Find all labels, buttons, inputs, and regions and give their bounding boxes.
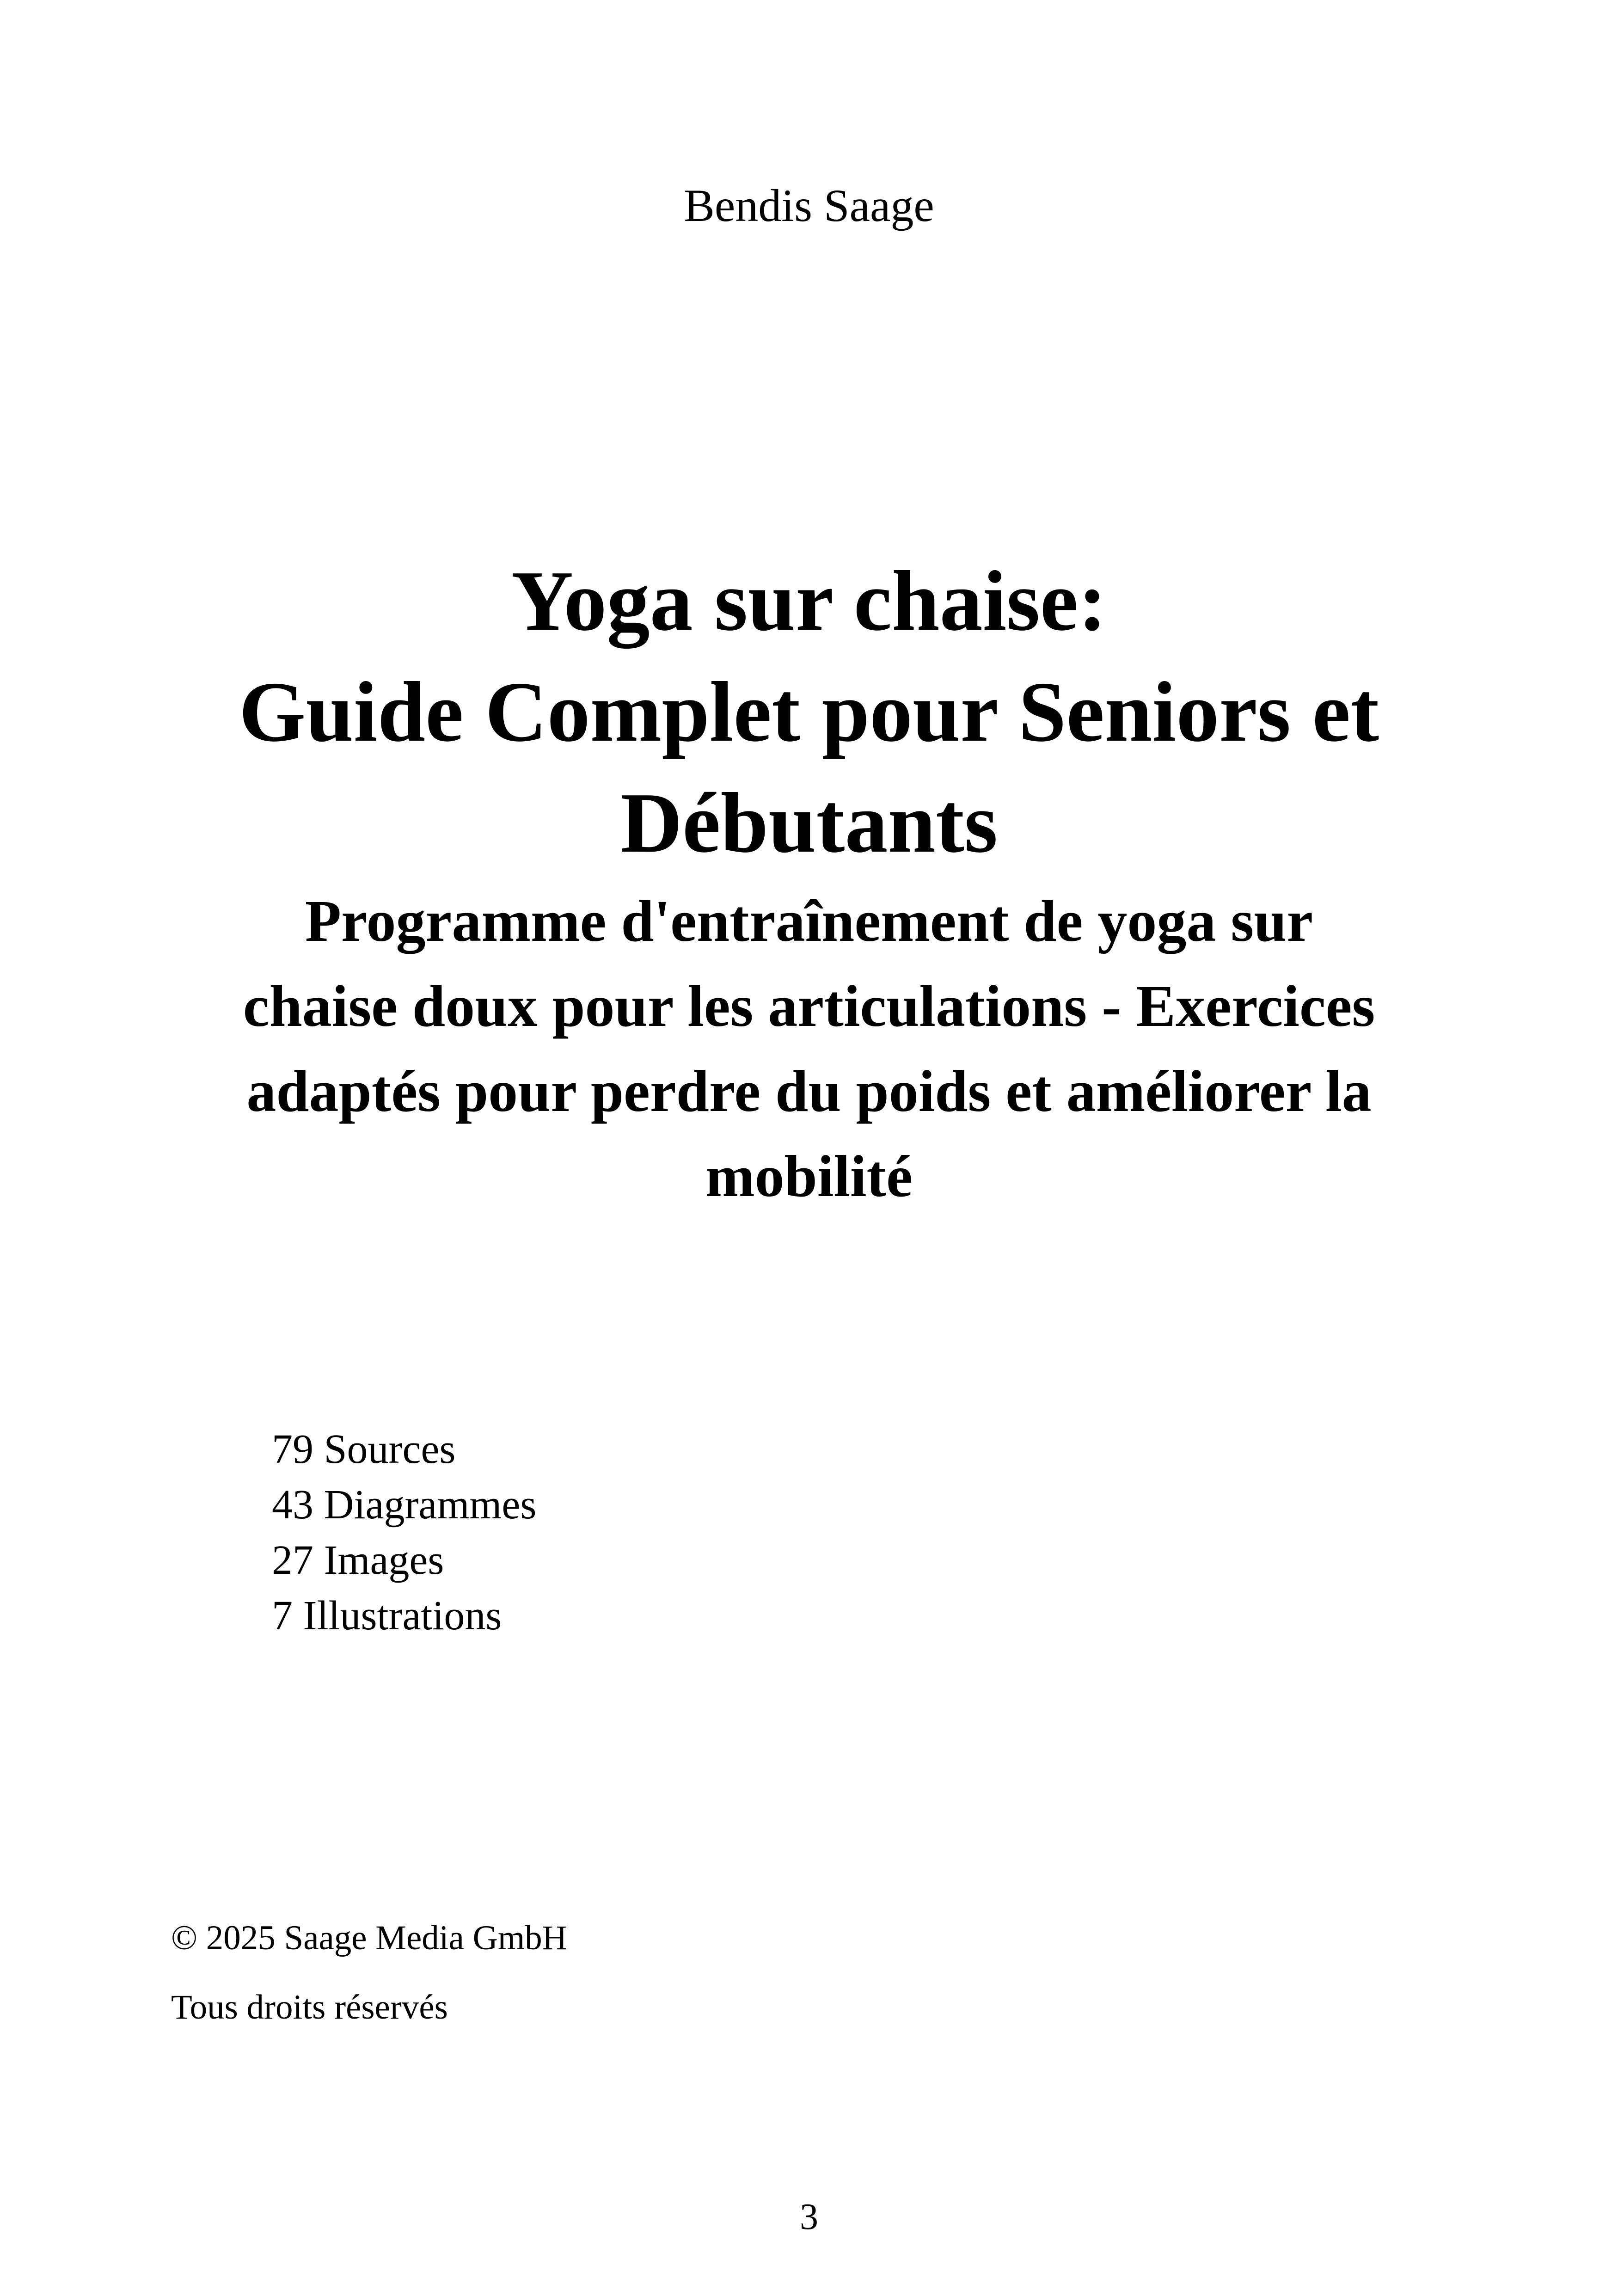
author-name: Bendis Saage (684, 180, 934, 231)
stat-sources: 79 Sources (272, 1426, 456, 1472)
content-stats-list (272, 1422, 536, 1644)
title-block (139, 546, 1479, 1219)
page-number: 3 (800, 2197, 818, 2237)
subtitle-line-3: adaptés pour perdre du poids et améliorer la (246, 1058, 1372, 1124)
stat-images: 27 Images (272, 1537, 444, 1583)
subtitle-line-2: chaise doux pour les articulations - Exercices (243, 973, 1375, 1039)
subtitle-line-4: mobilité (705, 1143, 913, 1209)
stat-diagrams: 43 Diagrammes (272, 1482, 537, 1528)
copyright-notice: © 2025 Saage Media GmbH (171, 1919, 567, 1957)
stat-illustrations: 7 Illustrations (272, 1593, 502, 1639)
title-line-3: Débutants (620, 775, 998, 871)
rights-notice: Tous droits réservés (171, 1988, 448, 2026)
subtitle-line-1: Programme d'entraînement de yoga sur (305, 888, 1313, 954)
title-line-1: Yoga sur chaise: (511, 553, 1107, 649)
title-line-2: Guide Complet pour Seniors et (239, 664, 1379, 760)
